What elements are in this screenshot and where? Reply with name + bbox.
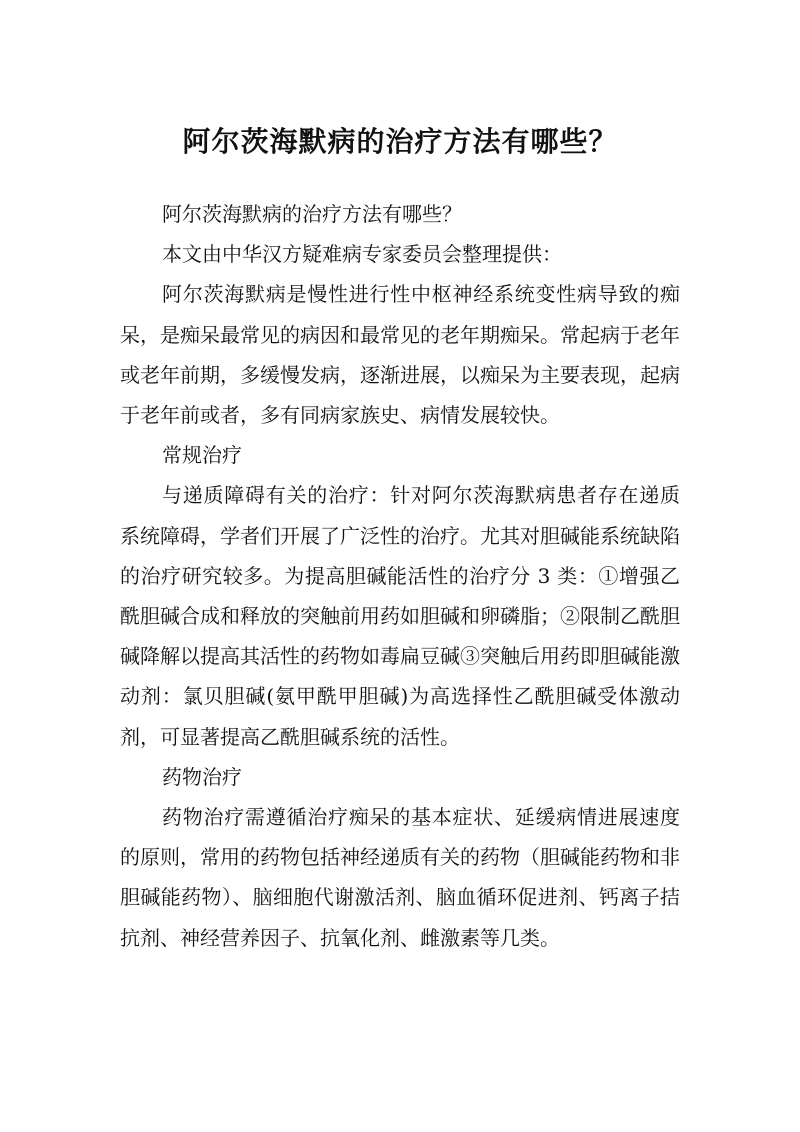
intro-question-paragraph: 阿尔茨海默病的治疗方法有哪些？ bbox=[162, 202, 462, 226]
drug-treatment-paragraph: 药物治疗需遵循治疗痴呆的基本症状、延缓病情进展速度的原则，常用的药物包括神经递质有关的药物（胆碱能药物和非胆碱能药物）、脑细胞代谢激活剂、脑血循环促进剂、钙离子拮抗剂、神经营养因子、抗氧化剂、雌激素等几类。 bbox=[120, 805, 680, 950]
definition-paragraph: 阿尔茨海默病是慢性进行性中枢神经系统变性病导致的痴呆，是痴呆最常见的病因和最常见的老年期痴呆。常起病于老年或老年前期，多缓慢发病，逐渐进展，以痴呆为主要表现，起病于老年前或者，多有同病家族史、病情发展较快。 bbox=[120, 282, 680, 428]
source-note-paragraph: 本文由中华汉方疑难病专家委员会整理提供： bbox=[162, 242, 562, 267]
section-heading-conventional-treatment: 常规治疗 bbox=[162, 443, 242, 468]
document-body bbox=[120, 194, 680, 958]
document-title: 阿尔茨海默病的治疗方法有哪些？ bbox=[182, 125, 618, 158]
neurotransmitter-treatment-paragraph: 与递质障碍有关的治疗：针对阿尔茨海默病患者存在递质系统障碍，学者们开展了广泛性的治疗。尤其对胆碱能系统缺陷的治疗研究较多。为提高胆碱能活性的治疗分 3 类：①增强乙酰胆碱合成和释放的突触前用药如胆碱和卵磷脂；②限制乙酰胆碱降解以提高其活性的药物如毒扁豆碱③突触后用药即胆碱能激动剂：氯贝胆碱(氨甲酰甲胆碱)为高选择性乙酰胆碱受体激动剂，可显著提高乙酰胆碱系统的活性。 bbox=[120, 483, 680, 749]
section-heading-drug-treatment: 药物治疗 bbox=[162, 764, 242, 789]
